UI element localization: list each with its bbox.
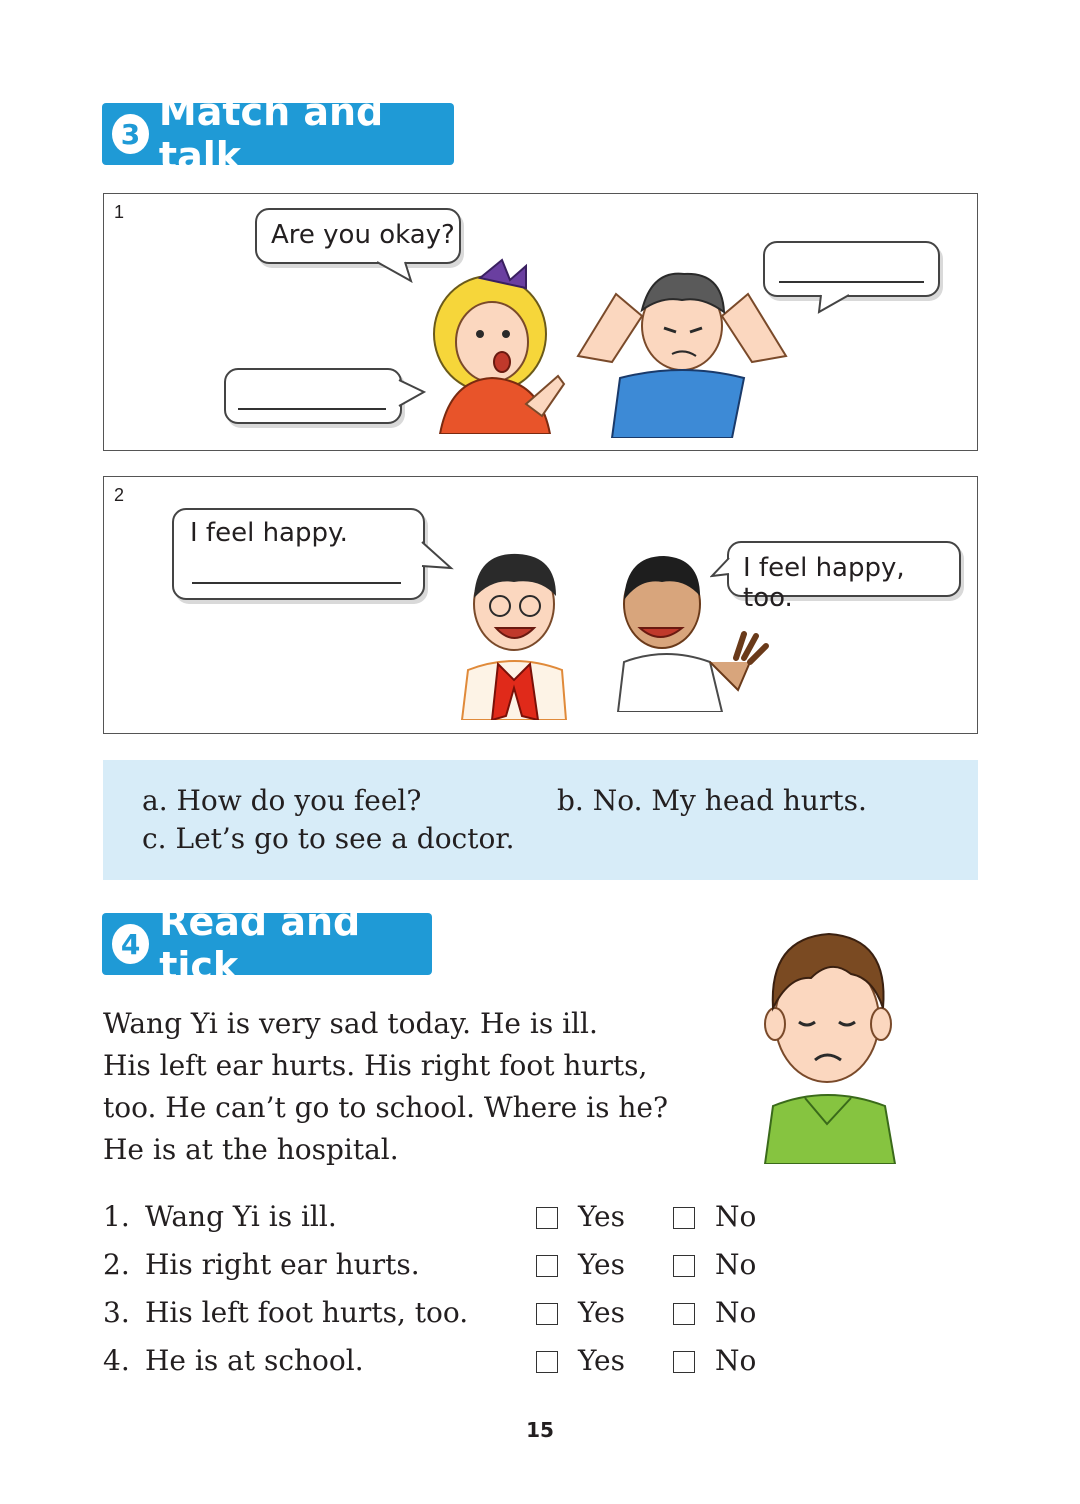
question-row	[103, 1200, 337, 1233]
question-text: Wang Yi is ill.	[145, 1200, 337, 1233]
bubble-tail	[421, 540, 455, 572]
passage-line: His left ear hurts. His right foot hurts,	[103, 1049, 648, 1082]
boy-with-glasses-illustration	[458, 548, 568, 720]
reading-passage	[103, 1003, 723, 1171]
no-checkbox[interactable]	[673, 1351, 695, 1373]
no-label: No	[715, 1344, 757, 1377]
yes-checkbox[interactable]	[536, 1351, 558, 1373]
section-3-header	[102, 90, 454, 178]
passage-line: He is at the hospital.	[103, 1133, 399, 1166]
question-number: 4.	[103, 1344, 130, 1377]
answer-blank-line[interactable]	[192, 582, 401, 584]
no-checkbox[interactable]	[673, 1255, 695, 1277]
answer-blank-line[interactable]	[238, 408, 386, 410]
question-text: He is at school.	[145, 1344, 364, 1377]
question-row	[103, 1344, 364, 1377]
boy-waving-illustration	[610, 550, 780, 712]
section-number-badge: 3	[112, 114, 149, 154]
section-title: Read and tick	[159, 900, 361, 988]
panel-number: 1	[114, 202, 125, 222]
question-text: His right ear hurts.	[145, 1248, 420, 1281]
no-label: No	[715, 1296, 757, 1329]
yes-label: Yes	[578, 1200, 625, 1233]
bubble-text: I feel happy, too.	[743, 553, 905, 613]
speech-bubble-happy	[172, 508, 425, 600]
bubble-tail	[398, 378, 426, 412]
boy-headache-illustration	[572, 266, 792, 438]
speech-bubble-girl-blank	[224, 368, 402, 424]
option-c: c. Let’s go to see a doctor.	[142, 822, 515, 855]
yes-label: Yes	[578, 1344, 625, 1377]
panel-number: 2	[114, 485, 125, 505]
answer-blank-line[interactable]	[779, 281, 924, 283]
passage-line: too. He can’t go to school. Where is he?	[103, 1091, 668, 1124]
question-row	[103, 1248, 420, 1281]
question-number: 1.	[103, 1200, 130, 1233]
no-checkbox[interactable]	[673, 1207, 695, 1229]
bubble-text: I feel happy.	[190, 518, 348, 548]
question-number: 2.	[103, 1248, 130, 1281]
yes-label: Yes	[578, 1248, 625, 1281]
passage-line: Wang Yi is very sad today. He is ill.	[103, 1007, 598, 1040]
option-a: a. How do you feel?	[142, 784, 422, 817]
question-text: His left foot hurts, too.	[145, 1296, 469, 1329]
yes-checkbox[interactable]	[536, 1303, 558, 1325]
no-checkbox[interactable]	[673, 1303, 695, 1325]
yes-checkbox[interactable]	[536, 1207, 558, 1229]
no-label: No	[715, 1248, 757, 1281]
bubble-tail	[815, 294, 855, 314]
section-number-badge: 4	[112, 924, 149, 964]
girl-illustration	[430, 254, 570, 434]
section-4-header	[102, 900, 432, 988]
bubble-text: Are you okay?	[271, 220, 455, 250]
yes-checkbox[interactable]	[536, 1255, 558, 1277]
section-title: Match and talk	[158, 90, 384, 178]
question-row	[103, 1296, 469, 1329]
sad-boy-illustration	[755, 928, 905, 1164]
option-b: b. No. My head hurts.	[557, 784, 867, 817]
page-number: 15	[526, 1418, 554, 1442]
bubble-tail	[375, 261, 415, 283]
no-label: No	[715, 1200, 757, 1233]
answer-options-box	[103, 760, 978, 880]
question-number: 3.	[103, 1296, 130, 1329]
yes-label: Yes	[578, 1296, 625, 1329]
